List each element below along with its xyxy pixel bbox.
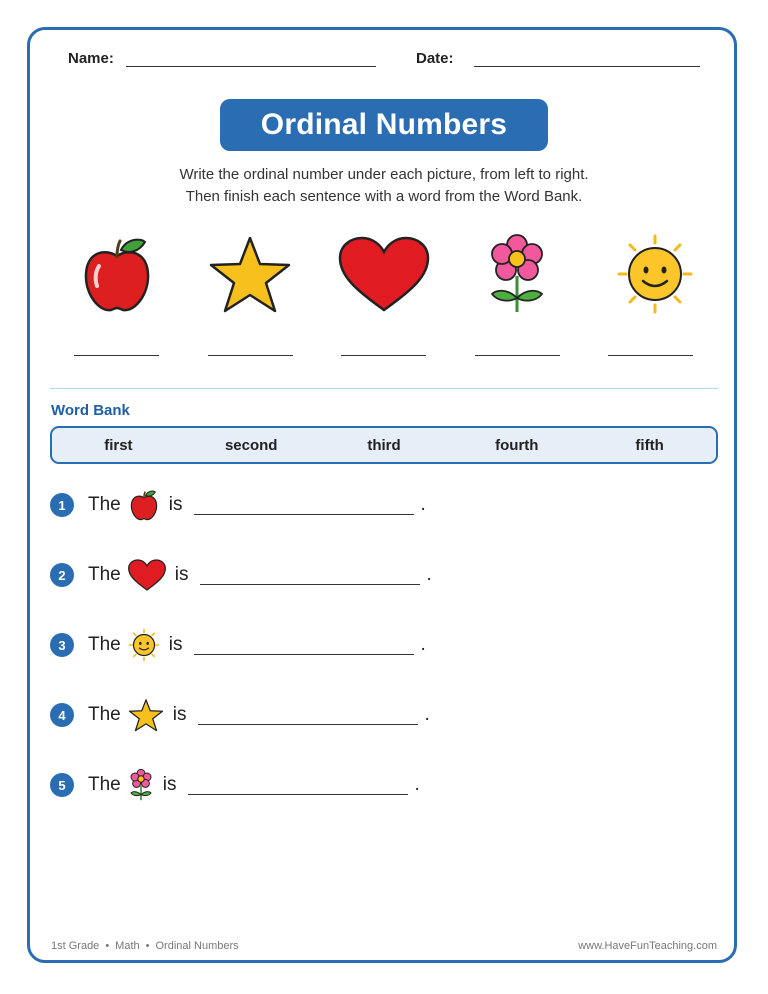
flower-icon [469, 230, 565, 318]
question-text-the: The [88, 774, 121, 795]
name-field[interactable] [126, 66, 376, 67]
apple-icon [127, 488, 161, 522]
word-bank [50, 426, 718, 464]
answer-line-5[interactable] [608, 355, 693, 356]
apple-icon [69, 230, 165, 318]
answer-blank[interactable] [198, 706, 418, 725]
answer-blank[interactable] [188, 776, 408, 795]
star-icon [202, 230, 298, 318]
star-icon [127, 697, 165, 733]
date-field[interactable] [474, 66, 700, 67]
word-bank-word: fifth [635, 436, 664, 454]
question-number: 4 [50, 703, 74, 727]
footer-separator: • [145, 940, 150, 952]
question-period: . [424, 704, 430, 725]
answer-line-2[interactable] [208, 355, 293, 356]
footer-grade: 1st Grade [51, 940, 100, 952]
section-divider [50, 388, 718, 389]
question-number: 5 [50, 773, 74, 797]
footer-separator: • [105, 940, 110, 952]
question-text-is: is [174, 564, 189, 585]
question-text-the: The [88, 634, 121, 655]
sun-icon [127, 628, 161, 662]
question-number: 2 [50, 563, 74, 587]
answer-blank[interactable] [194, 496, 414, 515]
footer-breadcrumb [51, 940, 239, 952]
answer-line-1[interactable] [74, 355, 159, 356]
heart-icon [336, 230, 432, 318]
question-text-is: is [162, 774, 177, 795]
flower-icon [127, 768, 155, 802]
word-bank-word: fourth [495, 436, 539, 454]
answer-blank[interactable] [194, 636, 414, 655]
word-bank-word: second [224, 436, 278, 454]
instructions-line-2: Then finish each sentence with a word from the Word Bank. [185, 188, 583, 205]
question-text-the: The [88, 564, 121, 585]
word-bank-word: first [104, 436, 133, 454]
answer-line-4[interactable] [475, 355, 560, 356]
question-text-is: is [168, 494, 183, 515]
instructions [60, 164, 708, 208]
question-text-the: The [88, 494, 121, 515]
question-period: . [414, 774, 420, 795]
word-bank-title: Word Bank [51, 402, 130, 419]
question-row-3 [50, 627, 426, 663]
question-number: 3 [50, 633, 74, 657]
instructions-line-1: Write the ordinal number under each picture, from left to right. [179, 166, 589, 183]
question-row-1 [50, 487, 426, 523]
question-text-is: is [168, 634, 183, 655]
heart-icon [127, 558, 167, 592]
question-period: . [420, 494, 426, 515]
name-label: Name: [68, 50, 114, 67]
date-label: Date: [416, 50, 454, 67]
answer-blank[interactable] [200, 566, 420, 585]
question-row-4 [50, 697, 430, 733]
footer-topic: Ordinal Numbers [155, 940, 239, 952]
answer-line-3[interactable] [341, 355, 426, 356]
question-number: 1 [50, 493, 74, 517]
question-period: . [420, 634, 426, 655]
question-row-2 [50, 557, 432, 593]
question-period: . [426, 564, 432, 585]
question-text-is: is [172, 704, 187, 725]
question-row-5 [50, 767, 420, 803]
footer-subject: Math [115, 940, 140, 952]
question-text-the: The [88, 704, 121, 725]
page-title: Ordinal Numbers [220, 99, 548, 151]
sun-icon [607, 230, 703, 318]
footer-website[interactable]: www.HaveFunTeaching.com [578, 940, 717, 952]
word-bank-word: third [367, 436, 401, 454]
